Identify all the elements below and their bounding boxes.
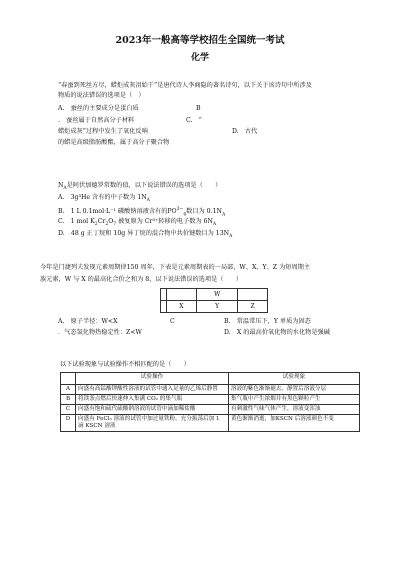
experiment-table [60,372,360,432]
q1-stem-line2: 物质的说法错误的选项是（ ） [58,92,145,99]
table-row [61,395,360,405]
header-cell: 试验现象 [229,373,360,385]
q3-option-d: D. X 的最高价氧化物的水化物是强碱 [224,329,330,336]
row-operation: 向盛有高锰酸钾酸性溶液的试管中通入足量的乙烯后静置 [76,385,229,395]
subject-title: 化学 [190,53,209,63]
row-operation: 将镁条点燃后快速伸入集满 CO₂ 的集气瓶 [76,395,229,405]
q2-stem: $N_A$是阿伏加德罗常数的值，以下说法错误的选项是（ ） [58,182,222,192]
q3-option-b: B. 常温常压下，Y 单质为固态 [224,318,311,325]
q3-option-c-letter: C [170,318,175,325]
periodic-table-fragment [160,288,268,313]
q3-option-a: A. 原子半径：W<X [58,318,118,325]
periodic-cell [166,289,196,301]
row-phenomenon: 溶液的紫色渐渐褪去，静置后溶液分层 [229,385,360,395]
q2-option-a: A. 3g³He 含有的中子数为 $1N_A$ [58,194,150,204]
q3-option-c: ．气态氢化物热稳定性：Z<W [58,329,142,336]
table-row [61,415,360,432]
periodic-cell: Z [238,301,268,313]
periodic-cell: W [197,289,238,301]
row-key: D [61,415,76,432]
row-phenomenon: 黄色渐渐消逝，加KSCN 后溶液颜色不变 [229,415,360,432]
q2-option-c: C. 1 mol $K_2Cr_2O_7$ 被复原为 Cr³⁺转移的电子数为 $6N_A$ [58,218,217,228]
q4-stem: 以下试验现象与试验操作不相匹配的是（ ） [60,361,190,368]
q1-option-b-letter: B [196,105,201,112]
q2-option-d: D. 48 g 正丁烷和 10g 异丁烷的混合物中共价键数目为 $13N_A$ [58,230,233,240]
row-operation: 向盛有 FeCl₃ 溶液的试管中加过量铁粉，充分振荡后加 1 滴 KSCN 溶液 [76,415,229,432]
q1-option-c: 蜡炬成灰”过程中发生了氧化反响 [58,128,148,135]
periodic-cell [238,289,268,301]
periodic-cell: Y [197,301,238,313]
q1-option-d: 的蜡是高级脂肪酸酯，属于高分子聚合物 [58,139,170,146]
q1-stem-line1: “春蚕到死丝方尽，蜡炬成灰泪始干”是唐代诗人李商隐的著名诗句，以下关于该诗句中所涉及 [58,82,312,89]
exam-title: 2023年一般高等学校招生全国统一考试 [115,35,285,46]
row-key: C [61,405,76,415]
row-operation: 向盛有饱和硫代硫酸钠溶液的试管中滴加稀盐酸 [76,405,229,415]
periodic-cell: X [166,301,196,313]
table-row [61,385,360,395]
q2-option-b: B. 1 L 0.1mol·L⁻¹ 磷酸钠溶液含有的$PO^{3-}_4$数目为 $0.1N_A$ [58,207,226,218]
q1-option-a: A. 蚕丝的主要成分是蛋白质 [58,105,139,112]
header-cell [61,373,76,385]
periodic-row-2 [161,301,268,313]
row-key: A [61,385,76,395]
experiment-header-row [61,373,360,385]
table-row [61,405,360,415]
q1-option-b: . 蚕丝属于自然高分子材料 [58,117,135,124]
row-phenomenon: 集气瓶中产生浓烟并有黑色颗粒产生 [229,395,360,405]
row-phenomenon: 有刺激性气味气体产生，溶液变浑浊 [229,405,360,415]
periodic-row-1 [161,289,268,301]
q3-stem-line2: 族元素，W 与 X 的最高化合价之和为 8，以下说法错误的选项是（ ） [40,276,243,283]
header-cell: 试验操作 [76,373,229,385]
q1-option-c-letter: C. “ [186,117,202,124]
q1-option-d-letter: D. 古代 [232,128,258,135]
q3-stem-line1: 今年是门捷列夫发现元素周期律150 周年，下表是元素周期表的一局部，W、X、Y、Z 为短周期主 [40,264,311,271]
row-key: B [61,395,76,405]
